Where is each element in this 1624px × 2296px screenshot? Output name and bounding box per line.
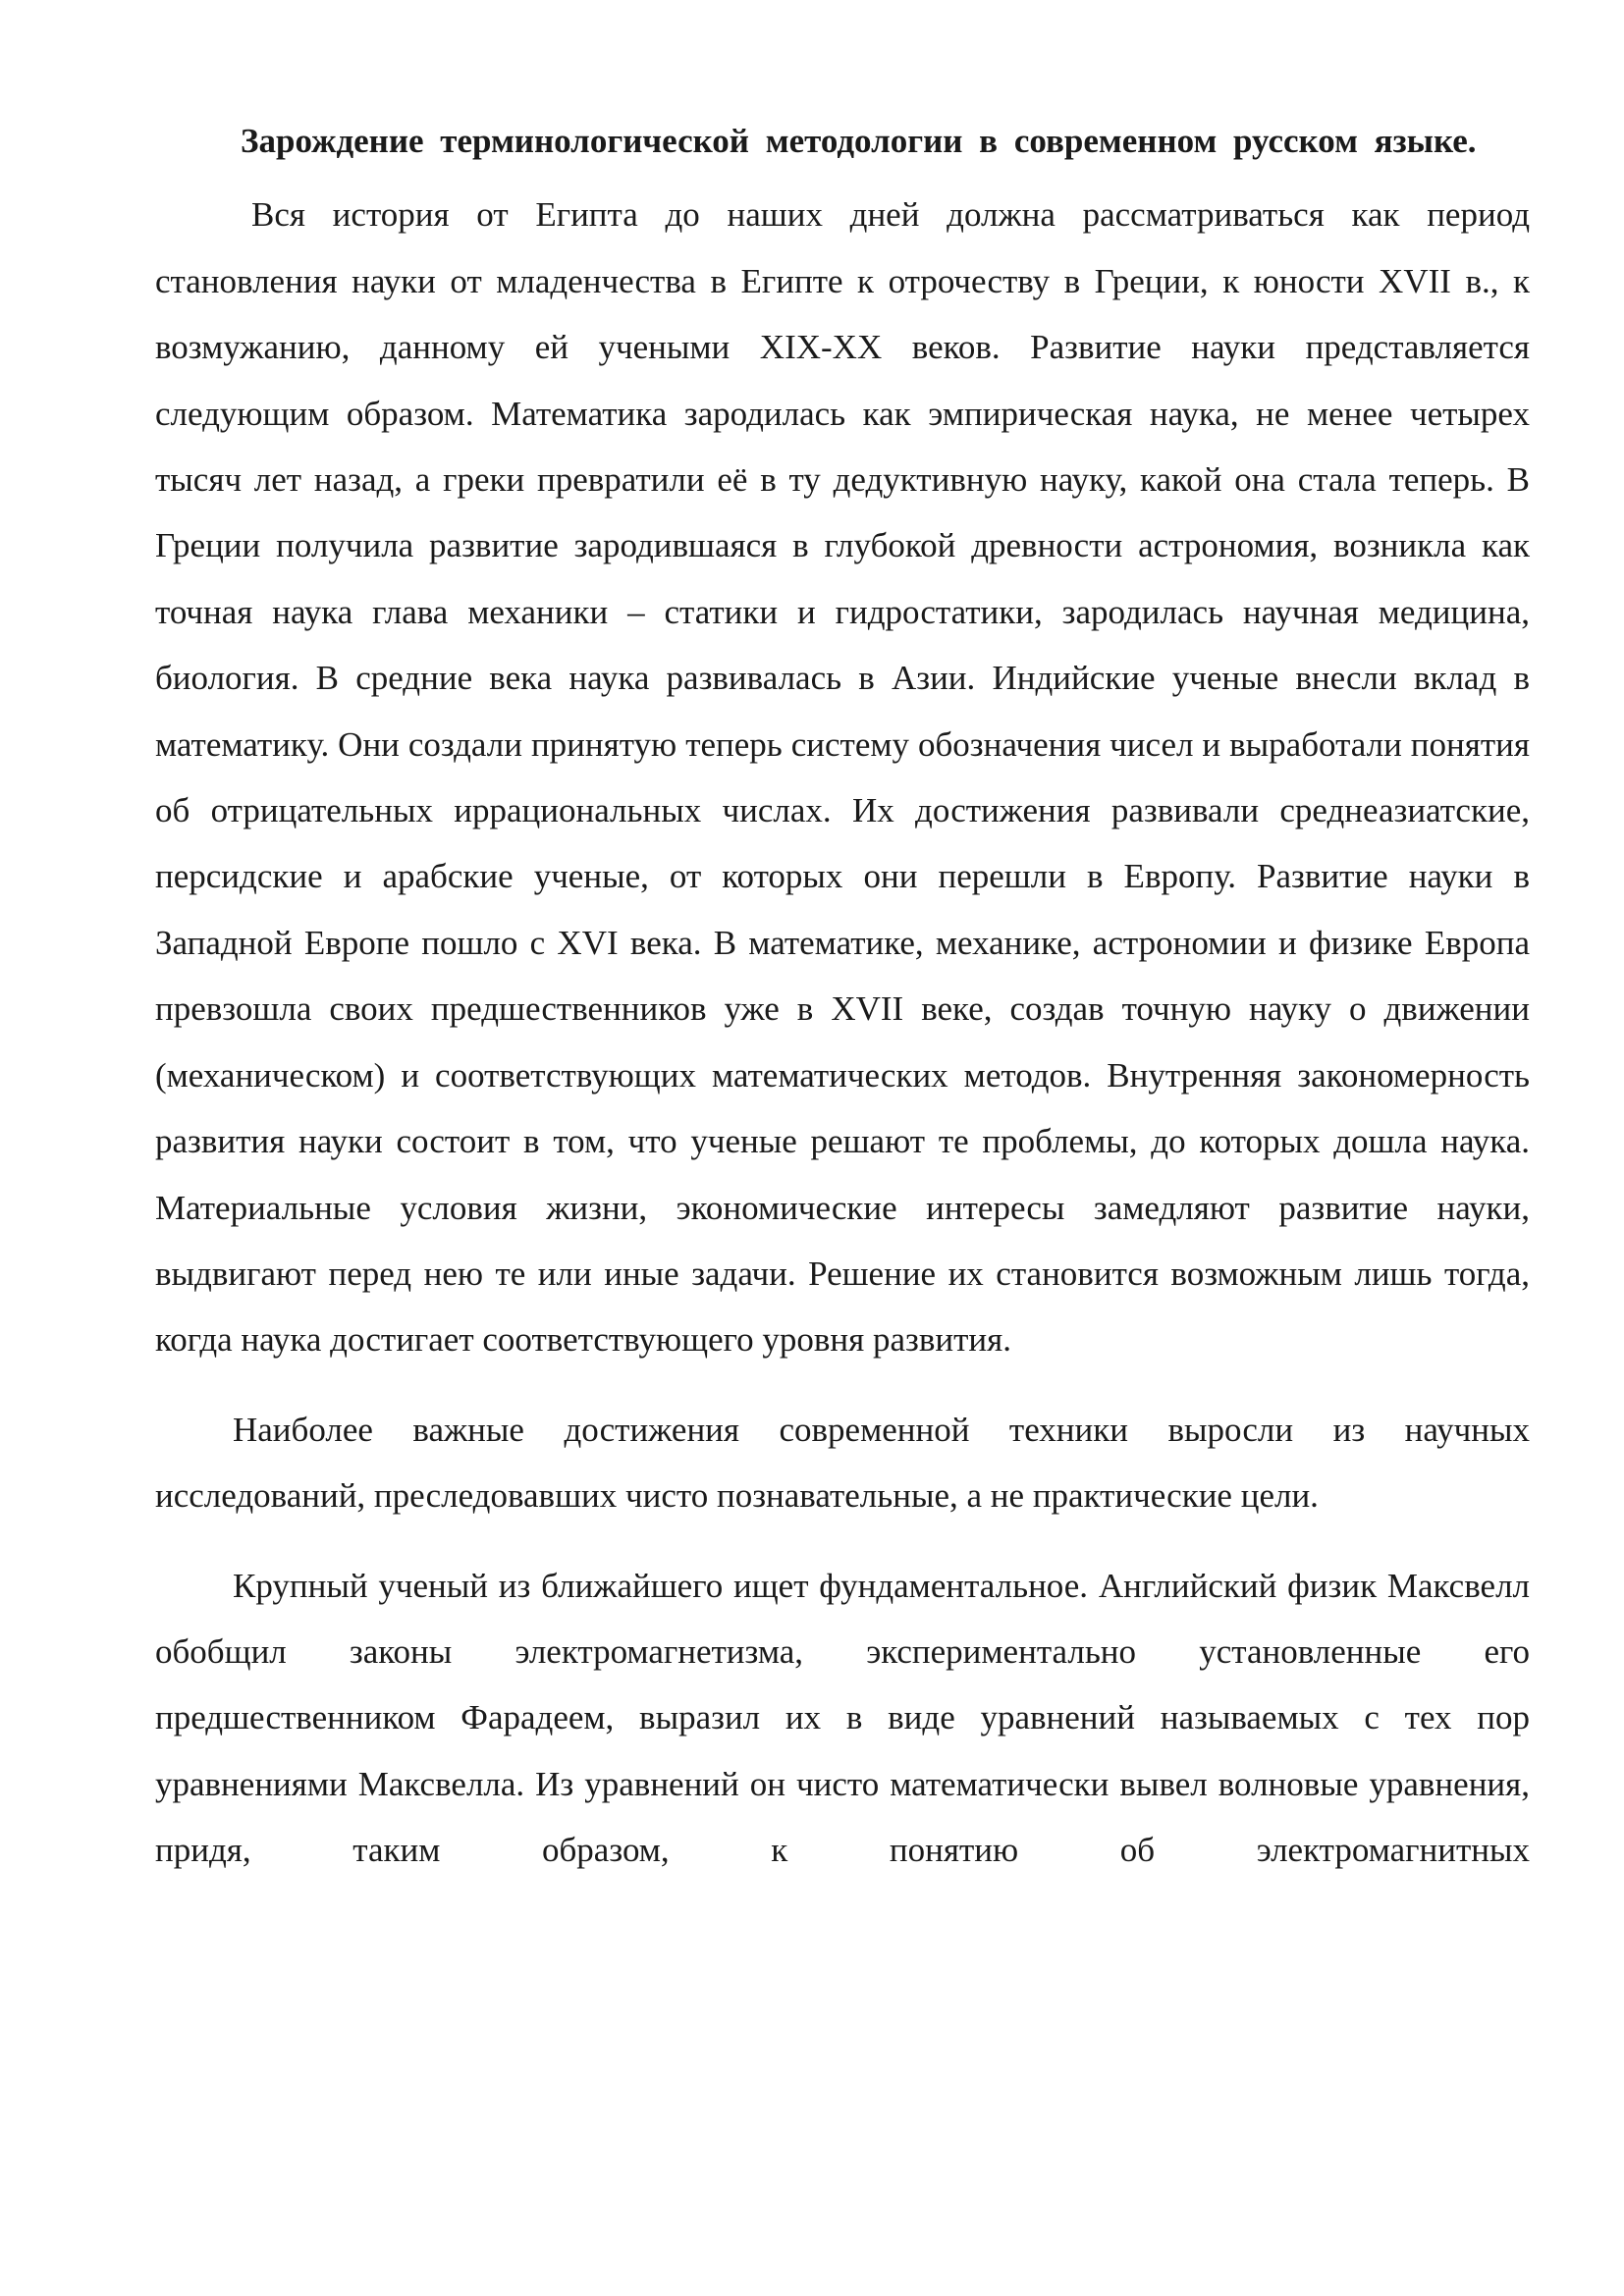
document-title: Зарождение терминологической методологии в современном русском языке.	[241, 122, 1477, 160]
document-page	[155, 108, 1530, 1907]
paragraph-2: Наиболее важные достижения современной техники выросли из научных исследований, преследовавших чисто познавательные, а не практические цели.	[155, 1410, 1530, 1516]
paragraph-1: Вся история от Египта до наших дней должна рассматриваться как период становления науки от младенчества в Египте к отрочеству в Греции, к юности XVII в., к возмужанию, данному ей учеными XIX-XX веков. Развитие науки представляется следующим образом. Математика зародилась как эмпирическая наука, не менее четырех тысяч лет назад, а греки превратили её в ту дедуктивную науку, какой она стала теперь. В Греции получила развитие зародившаяся в глубокой древности астрономия, возникла как точная наука глава механики – статики и гидростатики, зародилась научная медицина, биология. В средние века наука развивалась в Азии. Индийские ученые внесли вклад в математику. Они создали принятую теперь систему обозначения чисел и выработали понятия об отрицательных иррациональных числах. Их достижения развивали среднеазиатские, персидские и арабские ученые, от которых они перешли в Европу. Развитие науки в Западной Европе пошло с XVI века. В математике, механике, астрономии и физике Европа превзошла своих предшественников уже в XVII веке, создав точную науку о движении (механическом) и соответствующих математических методов. Внутренняя закономерность развития науки состоит в том, что ученые решают те проблемы, до которых дошла наука. Материальные условия жизни, экономические интересы замедляют развитие науки, выдвигают перед нею те или иные задачи. Решение их становится возможным лишь тогда, когда наука достигает соответствующего уровня развития.	[155, 195, 1530, 1360]
paragraph-3: Крупный ученый из ближайшего ищет фундаментальное. Английский физик Максвелл обобщил законы электромагнетизма, экспериментально установленные его предшественником Фарадеем, выразил их в виде уравнений называемых с тех пор уравнениями Максвелла. Из уравнений он чисто математически вывел волновые уравнения, придя, таким образом, к понятию об электромагнитных	[155, 1566, 1530, 1870]
